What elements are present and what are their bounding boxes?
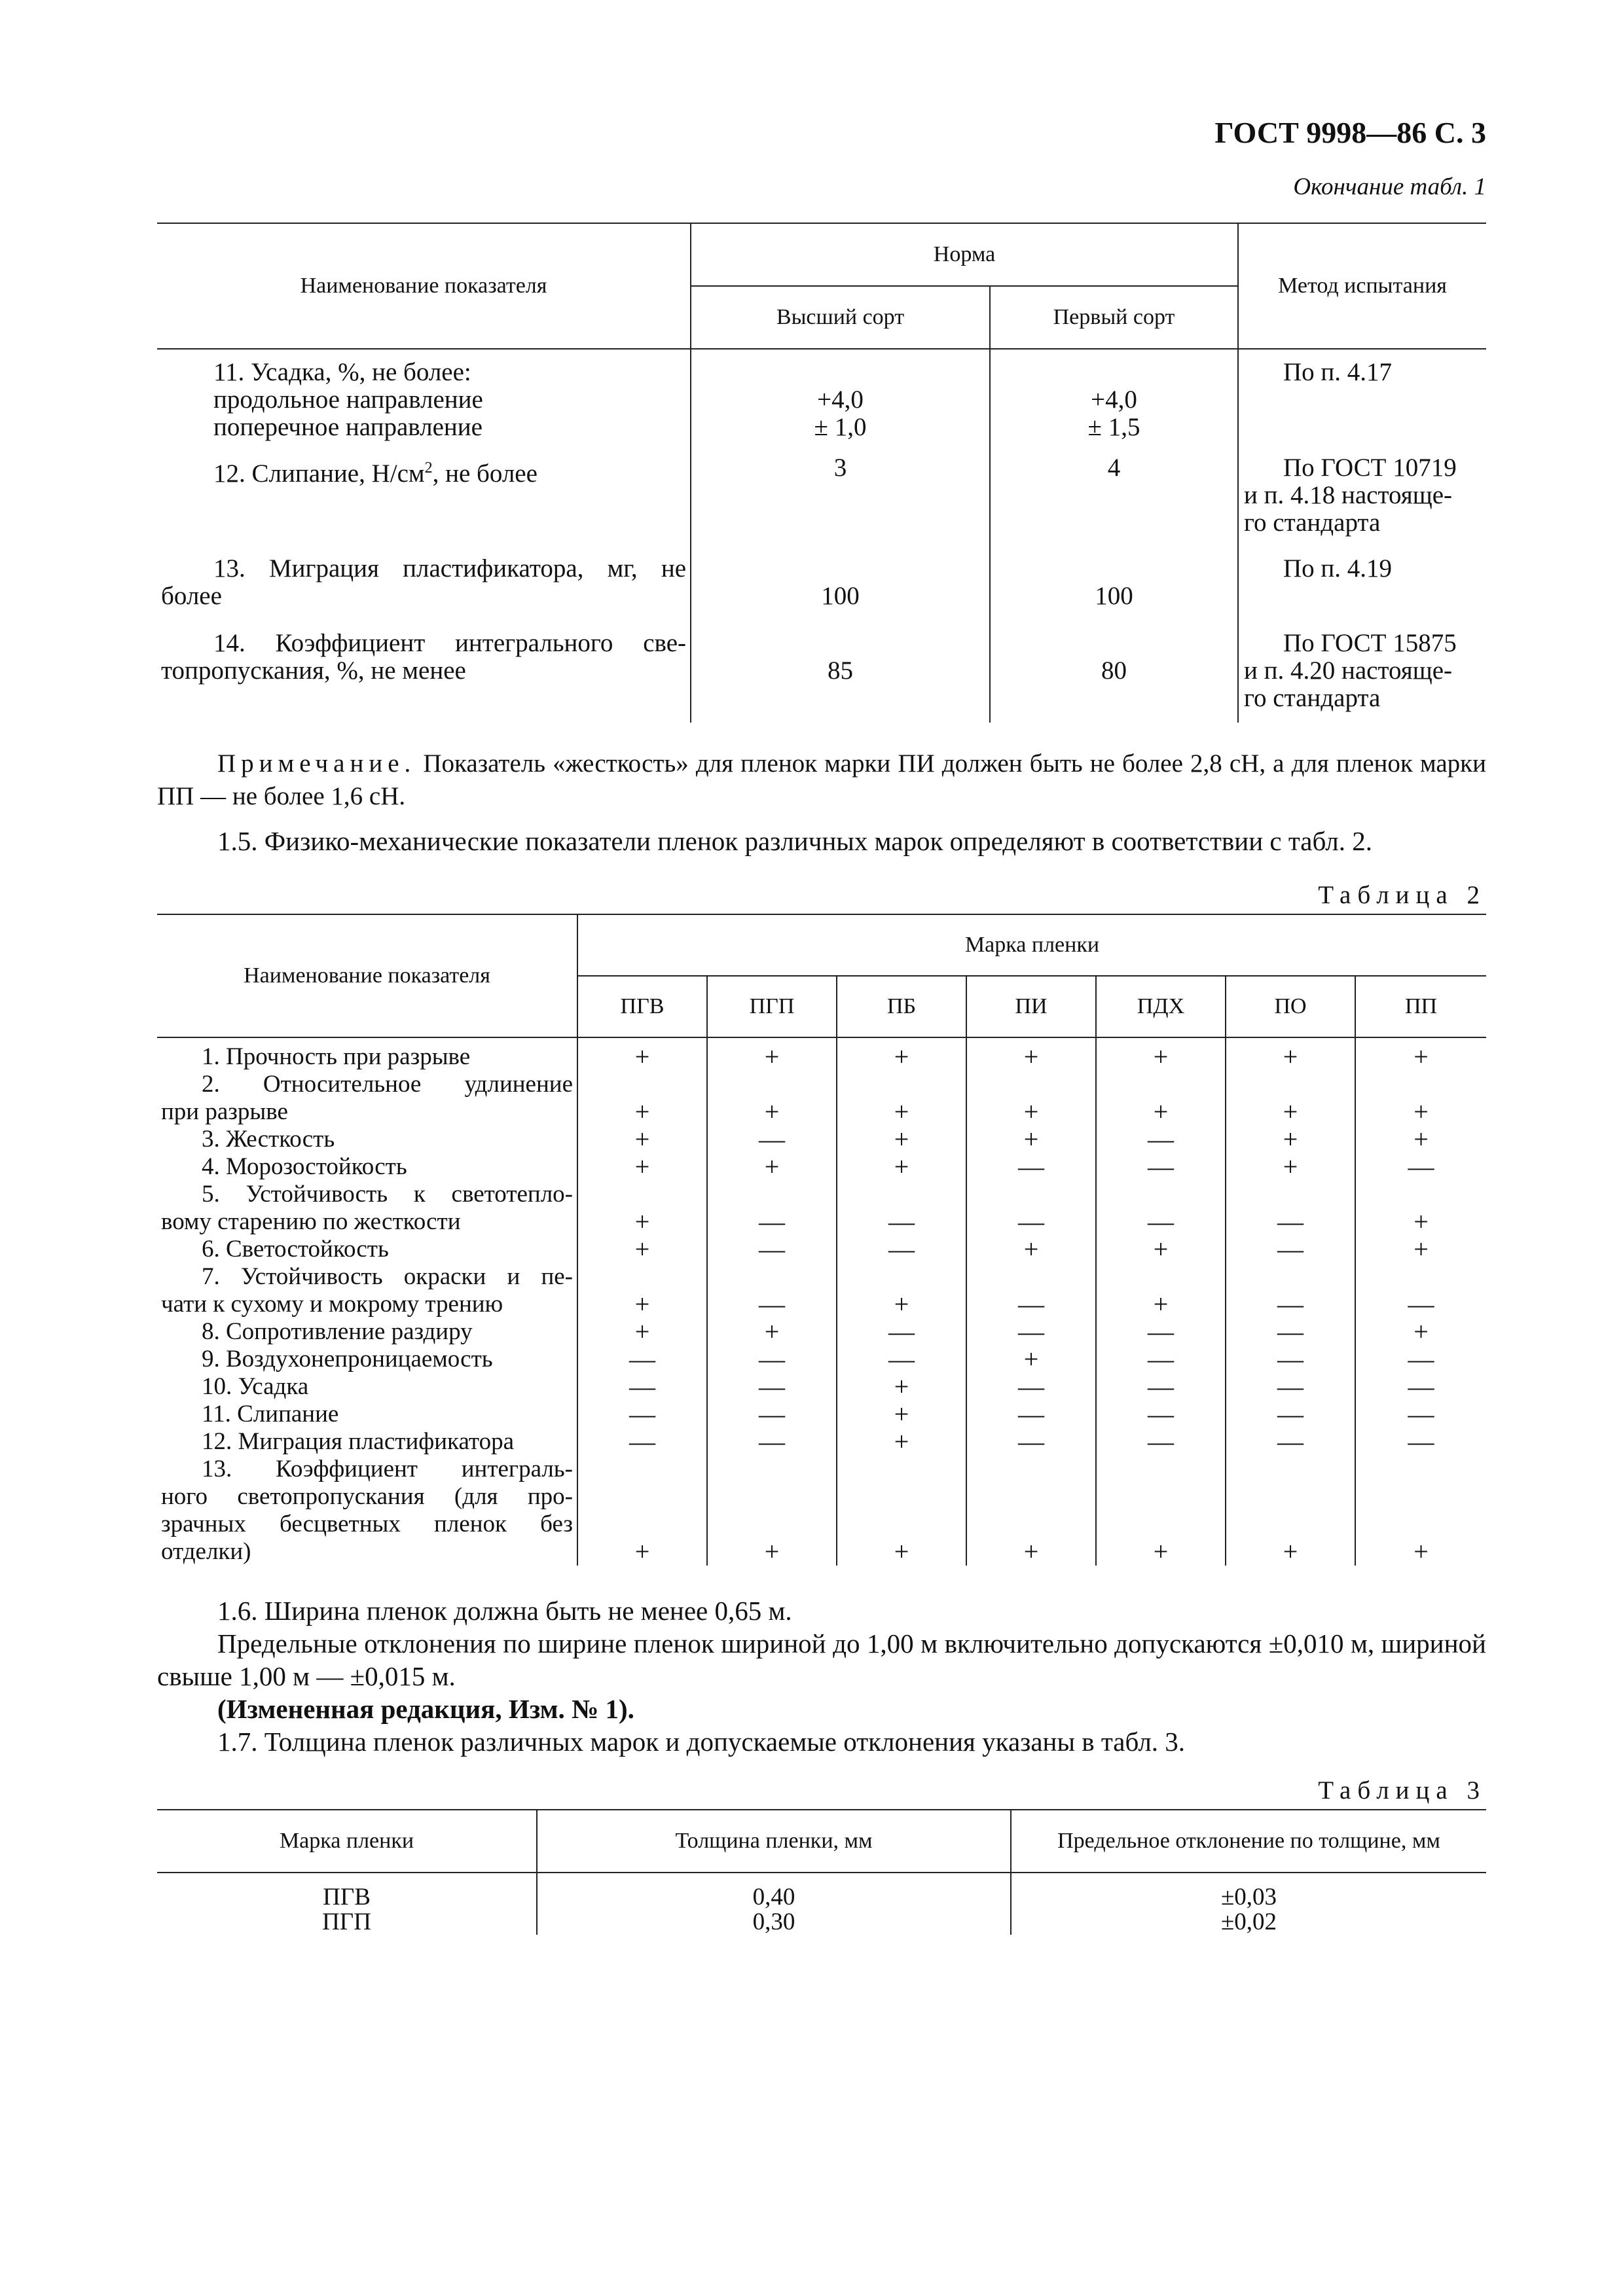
table2-caption: Таблица 2 [1318,881,1486,909]
table2-row-label: вому старению по жесткости [161,1208,461,1235]
table2-cell: + [577,1318,707,1346]
table2-cell: — [707,1126,837,1153]
table2-cell: + [1226,1153,1355,1181]
table2-cell: — [707,1263,837,1318]
table3-col-thickness: Толщина пленки, мм [537,1810,1011,1873]
table2-cell: — [966,1153,1096,1181]
table2-row-label: 6. Светостойкость [202,1236,389,1263]
table2-row [157,1373,1486,1401]
table2-cell: + [837,1153,966,1181]
paragraph-1-6-deviation: Предельные отклонения по ширине пленок шириной до 1,00 м включительно допускаются ±0,010 м, шириной свыше 1,00 м — ±0,015 м. [157,1628,1486,1691]
table2-row-label: 4. Морозостойкость [202,1153,407,1180]
table3-col-deviation: Предельное отклонение по толщине, мм [1011,1810,1486,1873]
table2-col-mark: ПБ [837,976,966,1037]
table2-cell: + [1226,1126,1355,1153]
table2-cell: + [1096,1263,1226,1318]
table2-cell: + [1355,1456,1486,1566]
table3-cell-dev: ±0,03 [1011,1873,1486,1910]
table2-cell: — [1226,1181,1355,1236]
table1-col-norm: Норма [691,223,1238,286]
paragraph-1-5: 1.5. Физико-механические показатели пленок различных марок определяют в соответствии с табл. 2. [217,826,1373,856]
table2-cell: — [1096,1346,1226,1373]
table2-row [157,1037,1486,1071]
table2-cell: + [1355,1126,1486,1153]
table2 [157,914,1486,1566]
table1-continuation: Окончание табл. 1 [1293,173,1486,200]
table2-row-label: 12. Миграция пластификатора [202,1428,515,1455]
table2-row-label: 3. Жесткость [202,1126,335,1153]
table2-cell: + [837,1126,966,1153]
table2-cell: — [1226,1373,1355,1401]
table2-cell: — [837,1181,966,1236]
table2-cell: — [707,1236,837,1263]
table2-cell: — [707,1181,837,1236]
table2-cell: + [837,1401,966,1428]
table2-cell: + [837,1456,966,1566]
table2-col-name: Наименование показателя [157,914,577,1037]
table2-cell: + [837,1428,966,1456]
table3-cell-dev: ±0,02 [1011,1910,1486,1935]
table2-cell: + [966,1456,1096,1566]
note-text: Показатель «жесткость» для пленок марки ПИ должен быть не более 2,8 сН, а для пленок марки ПП — не более 1,6 сН. [157,749,1486,810]
table2-cell: + [966,1236,1096,1263]
table2-cell: + [577,1263,707,1318]
table2-col-mark: ПП [1355,976,1486,1037]
table2-col-mark: ПДХ [1096,976,1226,1037]
table2-cell: — [1355,1401,1486,1428]
table1-col-sort1: Высший сорт [691,286,990,349]
table2-cell: — [1096,1153,1226,1181]
paragraph-1-7: 1.7. Толщина пленок различных марок и допускаемые отклонения указаны в табл. 3. [217,1727,1186,1757]
table2-col-group: Марка пленки [577,914,1486,976]
table2-cell: + [1096,1071,1226,1126]
table3-row [157,1873,1486,1910]
table2-cell: — [707,1428,837,1456]
table2-row [157,1263,1486,1318]
table2-cell: + [577,1071,707,1126]
table2-cell: + [966,1126,1096,1153]
table2-row-label: при разрыве [161,1098,288,1125]
table2-row [157,1071,1486,1126]
table2-row-label: 11. Слипание [202,1401,339,1427]
table2-cell: — [1226,1346,1355,1373]
table2-row-label: ного светопропускания (для про- [161,1483,573,1510]
table2-cell: + [707,1318,837,1346]
table3-cell-thick: 0,40 [537,1873,1011,1910]
table2-row-label: 7. Устойчивость окраски и пе- [202,1263,573,1290]
table2-cell: + [1096,1236,1226,1263]
table2-row [157,1456,1486,1566]
table1 [157,223,1486,723]
table2-cell: + [1355,1236,1486,1263]
table2-cell: + [707,1153,837,1181]
table1-col-sort2: Первый сорт [990,286,1238,349]
table2-cell: — [1355,1373,1486,1401]
table2-cell: — [707,1373,837,1401]
paragraph-1-6: 1.6. Ширина пленок должна быть не менее 0,65 м. [217,1596,792,1626]
table2-cell: + [577,1456,707,1566]
table2-cell: + [966,1346,1096,1373]
table3-caption: Таблица 3 [1318,1776,1486,1804]
table2-row-label: 10. Усадка [202,1373,309,1400]
table2-row-label: 13. Коэффициент интеграль- [202,1456,573,1482]
table2-cell: — [966,1263,1096,1318]
table2-cell: + [1096,1456,1226,1566]
table2-cell: + [1226,1456,1355,1566]
table2-row-label: зрачных бесцветных пленок без [161,1511,573,1537]
table2-cell: + [837,1263,966,1318]
table2-cell: + [1355,1181,1486,1236]
table2-cell: — [577,1346,707,1373]
table2-cell: — [1096,1401,1226,1428]
table1-note [157,747,1486,813]
document-page [157,111,1486,1935]
table2-cell: + [1226,1037,1355,1071]
table2-col-mark: ПГВ [577,976,707,1037]
table1-row: 13. Миграция пластификатора, мг, не более 100 100 По п. 4.19 [157,537,1486,610]
table3-cell-thick: 0,30 [537,1910,1011,1935]
table1-row: 11. Усадка, %, не более: продольное направление поперечное направление +4,0 ± 1,0 +4,0 ± 1,5 По п. 4.17 [157,349,1486,441]
table2-cell: + [1355,1071,1486,1126]
table2-cell: + [577,1037,707,1071]
table2-cell: — [1096,1318,1226,1346]
table2-cell: — [1096,1428,1226,1456]
table2-cell: — [1096,1373,1226,1401]
table2-cell: — [1355,1428,1486,1456]
table2-cell: + [1355,1037,1486,1071]
table3-cell-mark: ПГП [322,1909,371,1935]
table2-col-mark: ПИ [966,976,1096,1037]
table2-cell: — [966,1181,1096,1236]
table2-row-label: 9. Воздухонепроницаемость [202,1346,493,1372]
table2-cell: + [577,1153,707,1181]
table1-col-method: Метод испытания [1238,223,1486,349]
table2-row [157,1401,1486,1428]
note-label: Примечание. [217,749,416,778]
table2-row [157,1318,1486,1346]
table2-row-label: 5. Устойчивость к светотепло- [202,1181,573,1208]
table3-cell-mark: ПГВ [323,1884,371,1910]
table2-cell: — [577,1428,707,1456]
table2-cell: — [966,1401,1096,1428]
table2-row [157,1126,1486,1153]
table2-cell: — [1096,1181,1226,1236]
table2-cell: + [707,1456,837,1566]
table2-row-label: чати к сухому и мокрому трению [161,1291,503,1318]
table2-cell: — [1226,1401,1355,1428]
table3-col-mark: Марка пленки [157,1810,537,1873]
table1-row: 12. Слипание, $Н/см^2$, не более 3 4 По ГОСТ 10719 и п. 4.18 настояще- го стандарта [157,441,1486,537]
table3 [157,1809,1486,1935]
table1-row: 14. Коэффициент интегрального све- топропускания, %, не менее 85 80 По ГОСТ 15875 и п. 4.20 настояще- го стандарта [157,610,1486,723]
table2-cell: + [1096,1037,1226,1071]
table2-col-mark: ПГП [707,976,837,1037]
table2-row [157,1153,1486,1181]
page-header: ГОСТ 9998—86 С. 3 [1214,116,1486,149]
table2-cell: + [966,1037,1096,1071]
table2-cell: + [837,1373,966,1401]
table2-cell: — [577,1401,707,1428]
table2-cell: — [1226,1318,1355,1346]
table2-cell: — [837,1318,966,1346]
table2-cell: — [707,1346,837,1373]
table2-cell: + [966,1071,1096,1126]
table2-row-label: 2. Относительное удлинение [202,1071,573,1098]
table3-row [157,1910,1486,1935]
table2-row [157,1236,1486,1263]
table2-row-label: отделки) [161,1538,251,1565]
table2-cell: — [577,1373,707,1401]
table2-cell: — [1355,1263,1486,1318]
table2-cell: — [837,1236,966,1263]
table2-cell: — [707,1401,837,1428]
table2-cell: + [577,1181,707,1236]
table2-cell: + [577,1126,707,1153]
table2-cell: — [966,1428,1096,1456]
table1-col-name: Наименование показателя [157,223,691,349]
table2-cell: — [966,1373,1096,1401]
table2-row [157,1428,1486,1456]
amendment-note: (Измененная редакция, Изм. № 1). [217,1694,634,1724]
table2-cell: — [1226,1236,1355,1263]
table2-cell: — [966,1318,1096,1346]
table2-row-label: 8. Сопротивление раздиру [202,1318,473,1345]
table2-cell: + [1355,1318,1486,1346]
table2-cell: + [707,1037,837,1071]
table2-row-label: 1. Прочность при разрыве [202,1043,471,1070]
table2-cell: — [1226,1428,1355,1456]
table2-col-mark: ПО [1226,976,1355,1037]
table2-row [157,1346,1486,1373]
table2-cell: — [837,1346,966,1373]
table2-cell: — [1226,1263,1355,1318]
table2-cell: — [1096,1126,1226,1153]
table2-cell: + [1226,1071,1355,1126]
table2-row [157,1181,1486,1236]
table2-cell: — [1355,1153,1486,1181]
table2-cell: + [707,1071,837,1126]
table2-cell: + [577,1236,707,1263]
table2-cell: + [837,1071,966,1126]
table2-cell: — [1355,1346,1486,1373]
table2-cell: + [837,1037,966,1071]
